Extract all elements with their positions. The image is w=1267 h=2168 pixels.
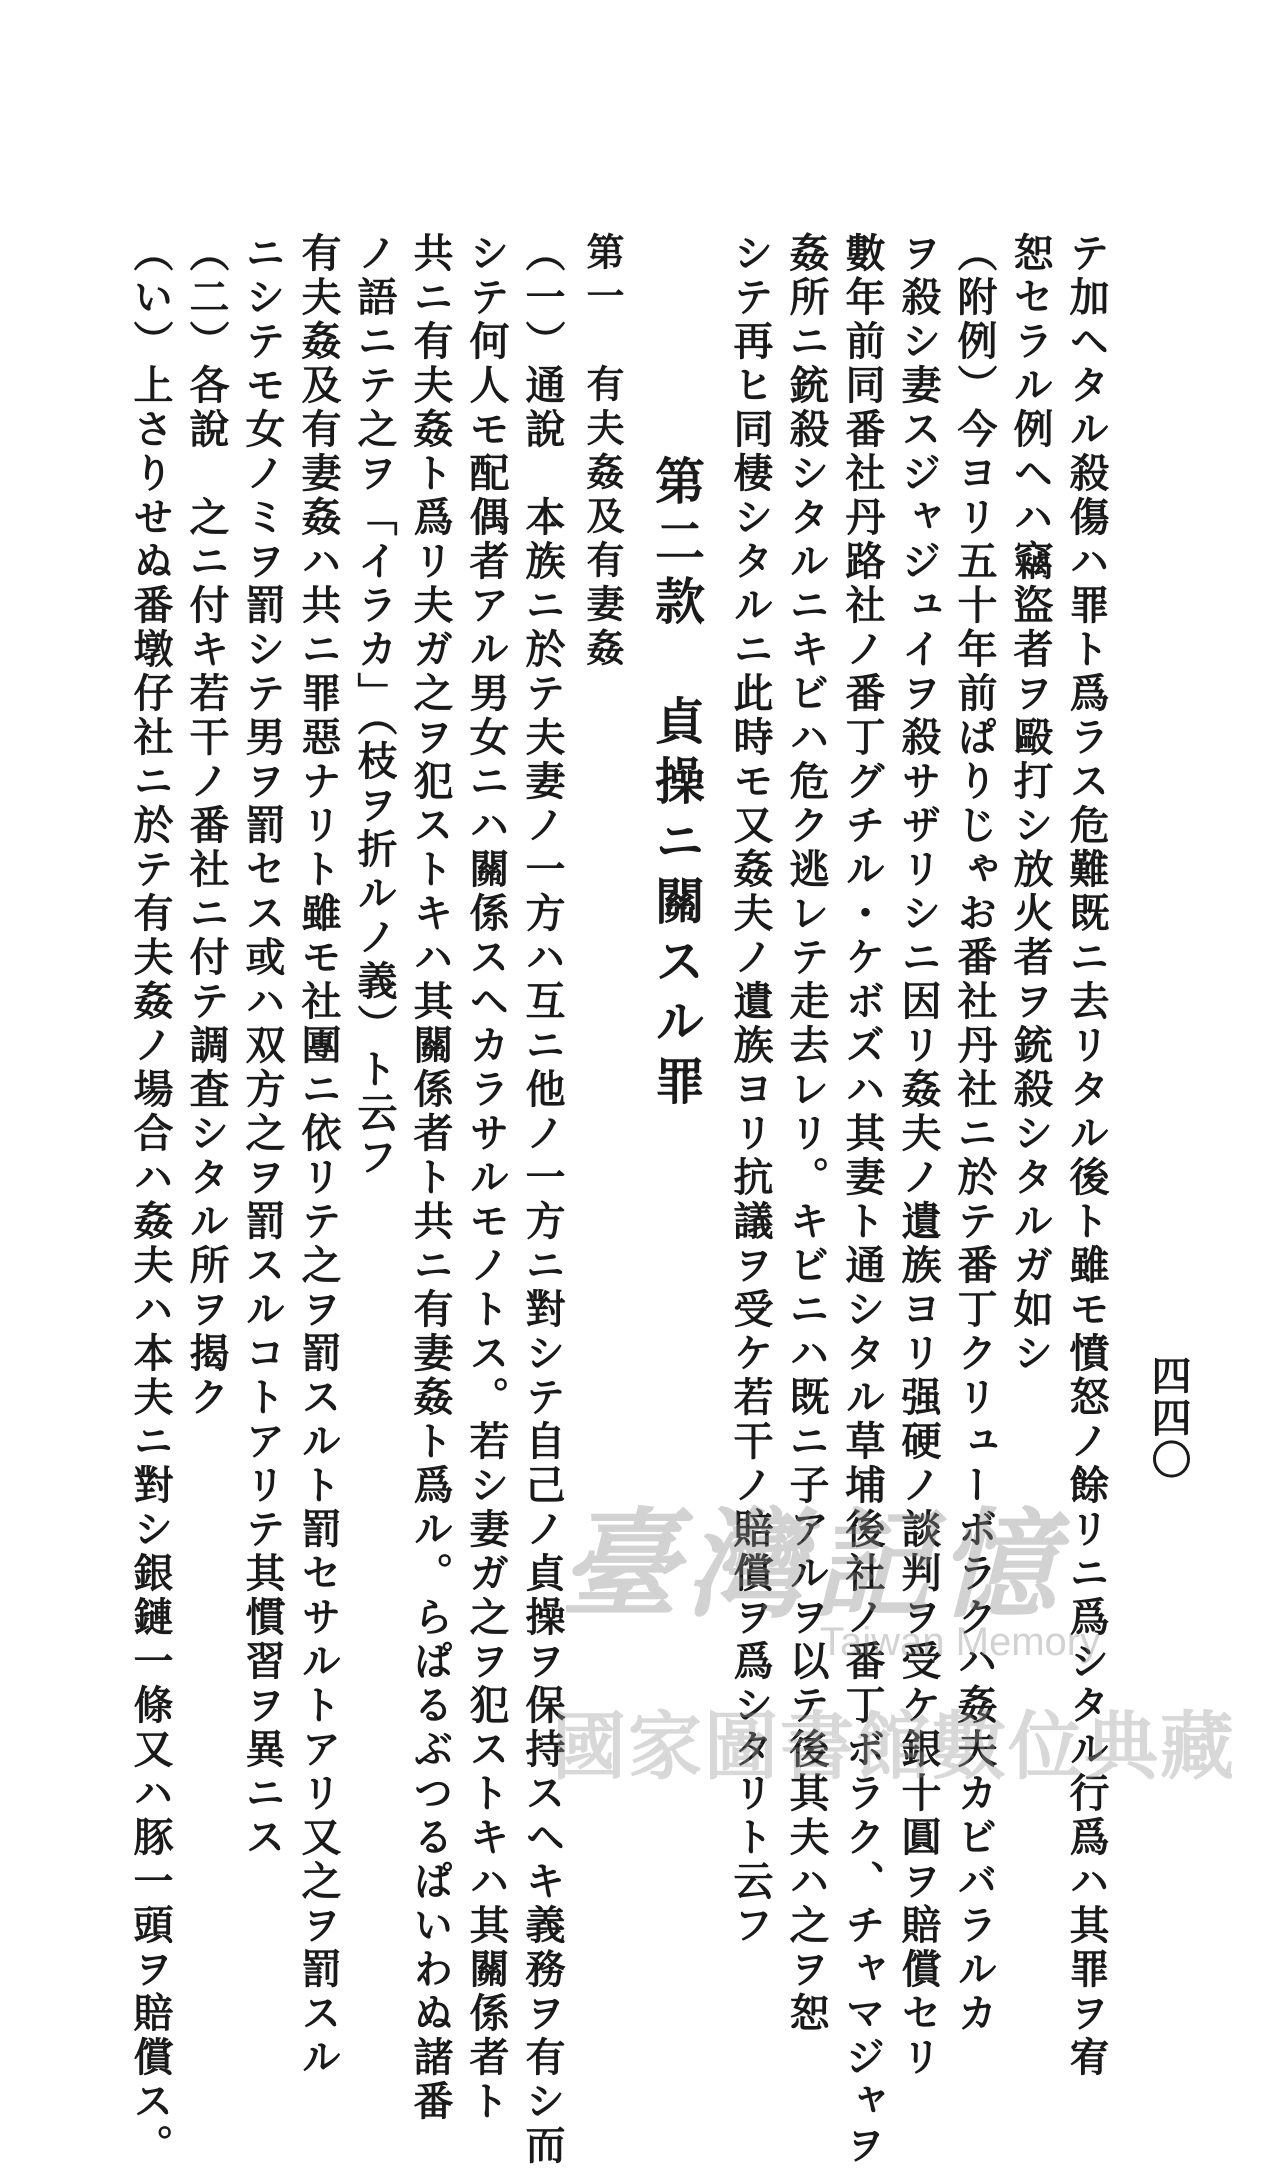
watermark-chinese: 國家圖書館數位典藏 bbox=[552, 1704, 1236, 1790]
text-column-8: （一）通說 本族ニ於テ夫妻ノ一方ハ互ニ他ノ一方ニ對シテ自己ノ貞操ヲ保持スヘキ義務ヲ有シ而 bbox=[519, 232, 566, 2168]
text-column-9: シテ何人モ配偶者アル男女ニハ關係スヘカラサルモノトス。若シ妻ガ之ヲ犯ストキハ其關係者ト bbox=[463, 232, 510, 2124]
text-column-3: （附例）今ヨリ五十年前ぱりじゃお番社丹社ニ於テ番丁クリューボラクハ姦夫カビバラルカ bbox=[951, 232, 998, 2036]
text-column-13: ニシテモ女ノミヲ罰シテ男ヲ罰セス或ハ双方之ヲ罰スルコトアリテ其慣習ヲ異ニス bbox=[239, 232, 286, 1860]
text-column-1: テ加ヘタル殺傷ハ罪ト爲ラス危難既ニ去リタル後ト雖モ憤怒ノ餘リニ爲シタル行爲ハ其罪ヲ宥 bbox=[1063, 232, 1110, 2080]
text-column-2: 恕セラル例ヘハ竊盜者ヲ毆打シ放火者ヲ銃殺シタルガ如シ bbox=[1007, 232, 1054, 1376]
text-column-7: シテ再ヒ同棲シタルニ此時モ又姦夫ノ遺族ヨリ抗議ヲ受ケ若干ノ賠償ヲ爲シタリト云フ bbox=[727, 232, 774, 1948]
text-column-5: 數年前同番社丹路社ノ番丁グチル・ケボズハ其妻ト通シタル草埔後社ノ番丁ボラク、チャマジャヲ bbox=[839, 232, 886, 2168]
text-column-11: ノ語ニテ之ヲ「イラカ」（枝ヲ折ルノ義）ト云フ bbox=[351, 232, 398, 1180]
text-column-15: （い）上さりせぬ番墩仔社ニ於テ有夫姦ノ場合ハ姦夫ハ本夫ニ對シ銀鏈一條又ハ豚一頭ヲ賠償ス。 bbox=[127, 232, 174, 2168]
subsection-heading: 第一 有夫姦及有妻姦 bbox=[580, 232, 625, 672]
text-column-6: 姦所ニ銃殺シタルニキビハ危ク逃レテ走去レリ。キビニハ既ニ子アルヲ以テ後其夫ハ之ヲ恕 bbox=[783, 232, 830, 2036]
text-column-10: 共ニ有夫姦ト爲リ夫ガ之ヲ犯ストキハ其關係者ト共ニ有妻姦ト爲ル。らぱるぶつるぱいわぬ諸番 bbox=[407, 232, 454, 2124]
watermark-calligraphy: 臺灣記憶 bbox=[560, 1495, 1065, 1634]
watermark-latin: Taiwan Memory bbox=[820, 1620, 1101, 1664]
page-number: 四四〇 bbox=[1145, 1355, 1192, 1481]
text-column-14: （二）各說 之ニ付キ若干ノ番社ニ付テ調査シタル所ヲ揭ク bbox=[183, 232, 230, 1420]
section-heading: 第二款 貞操ニ關スル罪 bbox=[647, 455, 706, 1115]
text-column-4: ヲ殺シ妻スジャジュイヲ殺サザリシニ因リ姦夫ノ遺族ヨリ强硬ノ談判ヲ受ケ銀十圓ヲ賠償セリ bbox=[895, 232, 942, 2080]
text-column-12: 有夫姦及有妻姦ハ共ニ罪惡ナリト雖モ社團ニ依リテ之ヲ罰スルト罰セサルトアリ又之ヲ罰スル bbox=[295, 232, 342, 2080]
